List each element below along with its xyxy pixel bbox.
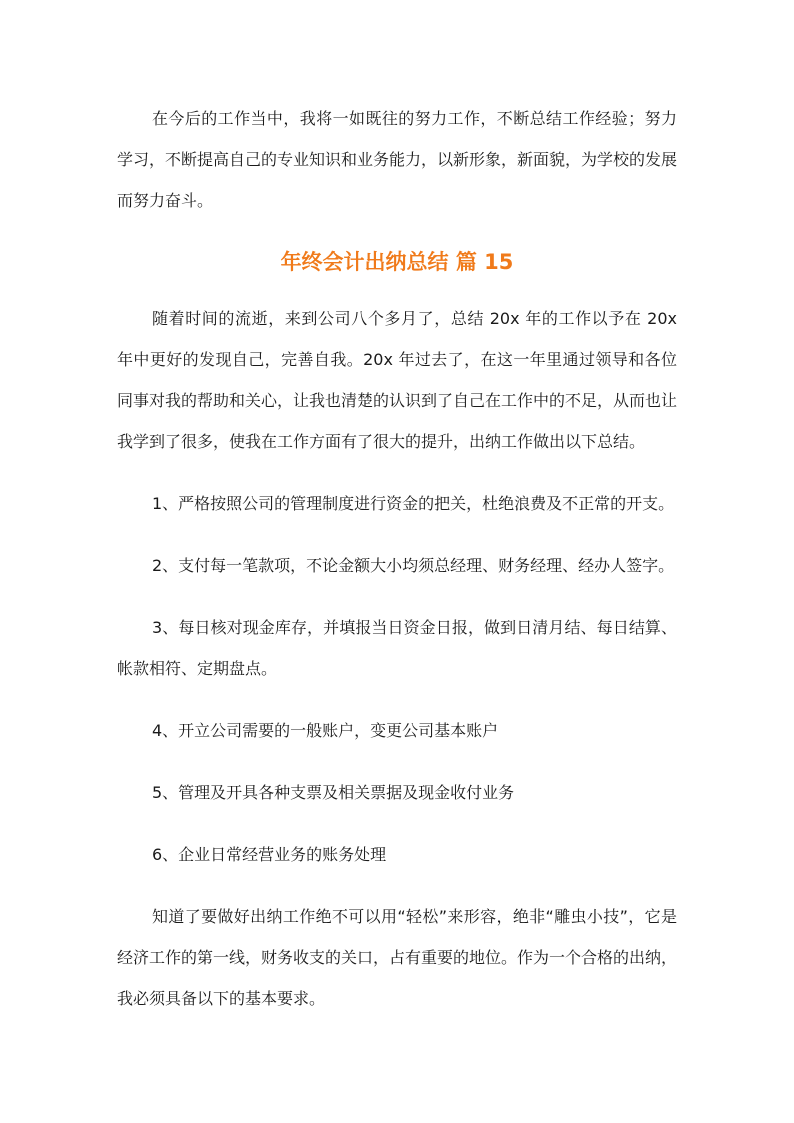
spacer: [117, 751, 677, 772]
spacer: [117, 689, 677, 710]
list-item-6: 6、企业日常经营业务的账务处理: [152, 845, 387, 864]
list-item-2: 2、支付每一笔款项，不论金额大小均须总经理、财务经理、经办人签字。: [152, 556, 675, 575]
spacer: [117, 586, 677, 607]
spacer: [117, 462, 677, 483]
spacer: [117, 875, 677, 896]
list-item-1: 1、严格按照公司的管理制度进行资金的把关，杜绝浪费及不正常的开支。: [152, 494, 675, 513]
body-paragraph-1: 随着时间的流逝，来到公司八个多月了，总结 20x 年的工作以予在 20x 年中更好的发现自己，完善自我。20x 年过去了，在这一年里通过领导和各位同事对我的帮助和关心，让我也清楚的认识到了自己在工作中的不足，从而也让我学到了很多，使我在工作方面有了很大的提升，出纳工作做出以下总结。: [117, 309, 678, 451]
section-heading: 年终会计出纳总结 篇 15: [280, 250, 514, 274]
spacer: [117, 813, 677, 834]
intro-paragraph: 在今后的工作当中，我将一如既往的努力工作，不断总结工作经验；努力学习，不断提高自己的专业知识和业务能力，以新形象，新面貌，为学校的发展而努力奋斗。: [117, 109, 678, 210]
list-item-5: 5、管理及开具各种支票及相关票据及现金收付业务: [152, 783, 515, 802]
spacer: [117, 524, 677, 545]
list-item-3: 3、每日核对现金库存，并填报当日资金日报，做到日清月结、每日结算、帐款相符、定期盘点。: [117, 618, 677, 678]
body-paragraph-2: 知道了要做好出纳工作绝不可以用“轻松”来形容，绝非“雕虫小技”，它是经济工作的第一线，财务收支的关口，占有重要的地位。作为一个合格的出纳，我必须具备以下的基本要求。: [117, 907, 678, 1008]
list-item-4: 4、开立公司需要的一般账户，变更公司基本账户: [152, 721, 499, 740]
